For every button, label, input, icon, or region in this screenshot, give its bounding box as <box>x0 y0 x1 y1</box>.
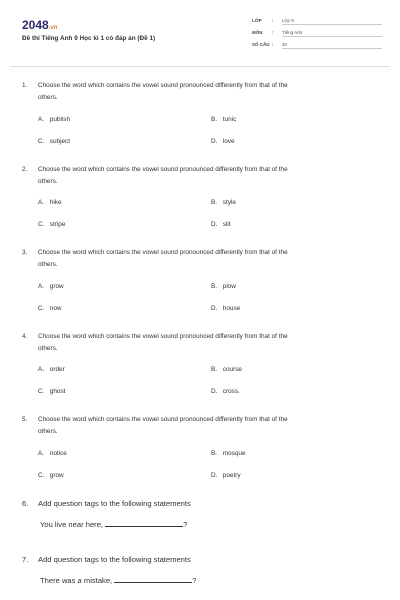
option-c[interactable]: C. subject <box>38 138 71 145</box>
option-d[interactable]: D. love <box>211 138 235 145</box>
answer-blank[interactable] <box>114 581 192 583</box>
fill-in-sentence: There was a mistake, ? <box>40 576 197 585</box>
option-c[interactable]: C. grow <box>38 472 64 479</box>
question-text: Choose the word which contains the vowel sound pronounced differently from that of the others. <box>38 166 288 185</box>
option-c[interactable]: C. stripe <box>38 221 66 228</box>
option-b[interactable]: B. plow <box>211 283 236 290</box>
option-d[interactable]: D. cross. <box>211 388 240 395</box>
option-c[interactable]: C. ghost <box>38 388 66 395</box>
document-title: Đề thi Tiếng Anh 9 Học kì 1 có đáp án (Đề 1) <box>22 35 156 42</box>
question-number: 1. <box>22 82 28 89</box>
option-c[interactable]: C. now <box>38 305 62 312</box>
question-text: Choose the word which contains the vowel sound pronounced differently from that of the others. <box>38 416 288 435</box>
meta-label: LỚP <box>252 18 262 23</box>
fill-in-sentence: You live near here, ? <box>40 520 188 529</box>
exam-meta <box>252 14 382 50</box>
option-a[interactable]: A. hike <box>38 199 62 206</box>
question-number: 2. <box>22 166 28 173</box>
logo-suffix: .vn <box>48 25 58 31</box>
question-number: 5. <box>22 416 28 423</box>
question-text: Choose the word which contains the vowel sound pronounced differently from that of the others. <box>38 249 288 268</box>
question-text: Add question tags to the following statements <box>38 555 191 564</box>
meta-label: SỐ CÂU <box>252 42 270 47</box>
option-d[interactable]: D. slit <box>211 221 231 228</box>
meta-value: 30 <box>282 42 382 49</box>
meta-value: Tiếng Anh <box>282 30 382 37</box>
meta-row-subject: MÔN : Tiếng Anh <box>252 26 382 38</box>
option-d[interactable]: D. poetry <box>211 472 241 479</box>
question-number: 7. <box>22 555 29 564</box>
meta-row-class: LỚP : Lớp 9 <box>252 14 382 26</box>
question-number: 4. <box>22 333 28 340</box>
meta-row-count: SỐ CÂU : 30 <box>252 38 382 50</box>
question-text: Choose the word which contains the vowel sound pronounced differently from that of the others. <box>38 82 288 101</box>
option-d[interactable]: D. house <box>211 305 241 312</box>
site-logo[interactable] <box>22 18 57 32</box>
option-a[interactable]: A. publish <box>38 116 71 123</box>
question-text: Choose the word which contains the vowel sound pronounced differently from that of the others. <box>38 333 288 352</box>
question-number: 3. <box>22 249 28 256</box>
question-text: Add question tags to the following statements <box>38 499 191 508</box>
meta-label: MÔN <box>252 30 263 35</box>
option-b[interactable]: B. mosque <box>211 450 246 457</box>
option-a[interactable]: A. notice <box>38 450 67 457</box>
exam-header <box>22 14 382 62</box>
answer-blank[interactable] <box>105 525 183 527</box>
header-divider <box>10 66 390 67</box>
option-a[interactable]: A. order <box>38 366 65 373</box>
option-b[interactable]: B. tunic <box>211 116 237 123</box>
option-b[interactable]: B. style <box>211 199 236 206</box>
option-b[interactable]: B. course <box>211 366 242 373</box>
option-a[interactable]: A. grow <box>38 283 64 290</box>
meta-value: Lớp 9 <box>282 18 382 25</box>
question-number: 6. <box>22 499 29 508</box>
logo-main: 2048 <box>22 18 49 32</box>
